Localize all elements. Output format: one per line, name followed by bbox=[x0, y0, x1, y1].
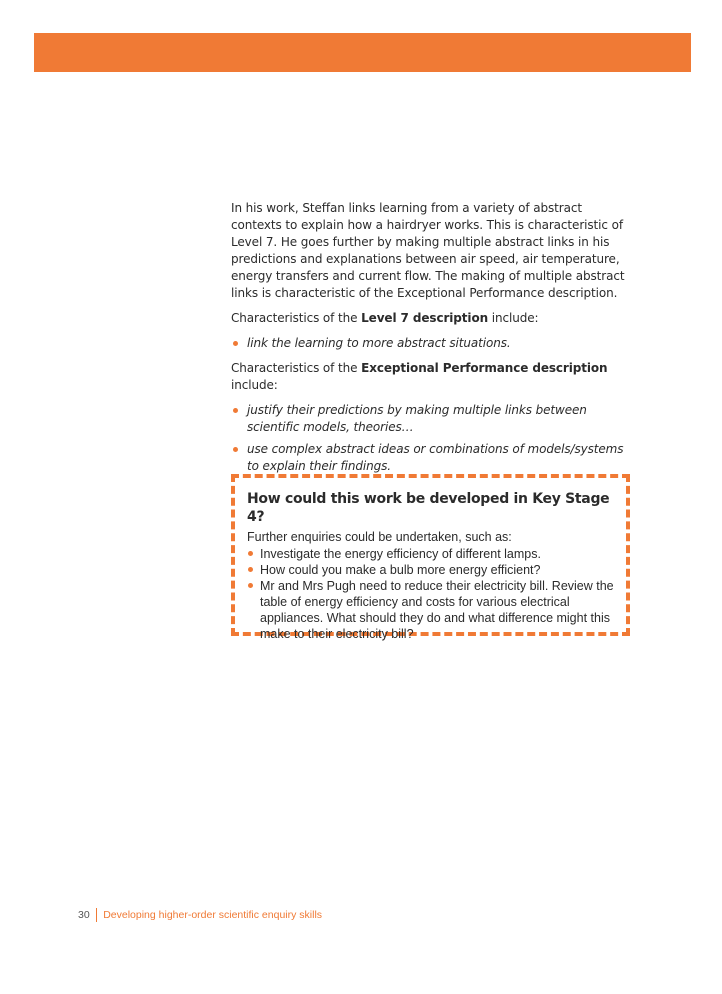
main-text bbox=[231, 200, 631, 483]
list-item: How could you make a bulb more energy efficient? bbox=[247, 562, 614, 578]
level7-heading: Characteristics of the Level 7 description include: bbox=[231, 311, 539, 325]
footer-divider bbox=[96, 908, 98, 922]
list-item: Mr and Mrs Pugh need to reduce their electricity bill. Review the table of energy efficiency and costs for various electrical appliances. What should they do and what difference might this make to their electricity bill? bbox=[247, 578, 614, 642]
list-item: link the learning to more abstract situations. bbox=[231, 335, 631, 352]
box-list bbox=[247, 546, 614, 642]
exceptional-label: Exceptional Performance description bbox=[361, 361, 608, 375]
box-intro: Further enquiries could be undertaken, such as: bbox=[247, 530, 512, 544]
list-item: Investigate the energy efficiency of different lamps. bbox=[247, 546, 614, 562]
level7-label: Level 7 description bbox=[361, 311, 489, 325]
exceptional-heading: Characteristics of the Exceptional Performance description include: bbox=[231, 361, 608, 392]
list-item: use complex abstract ideas or combinations of models/systems to explain their findings. bbox=[231, 441, 631, 475]
page-number: 30 bbox=[78, 908, 90, 921]
page-footer bbox=[78, 908, 322, 922]
header-color-band bbox=[34, 33, 691, 72]
box-title: How could this work be developed in Key Stage 4? bbox=[247, 491, 610, 525]
exceptional-list bbox=[231, 402, 631, 475]
key-stage-4-box bbox=[231, 474, 630, 641]
footer-title: Developing higher-order scientific enquiry skills bbox=[103, 908, 323, 921]
paragraph-intro: In his work, Steffan links learning from a variety of abstract contexts to explain how a hairdryer works. This is characteristic of Level 7. He goes further by making multiple abstract links in his predictions and explanations between air speed, air temperature, energy transfers and current flow. The making of multiple abstract links is characteristic of the Exceptional Performance description. bbox=[231, 201, 625, 300]
list-item: justify their predictions by making multiple links between scientific models, theories… bbox=[231, 402, 631, 436]
level7-list bbox=[231, 335, 631, 352]
